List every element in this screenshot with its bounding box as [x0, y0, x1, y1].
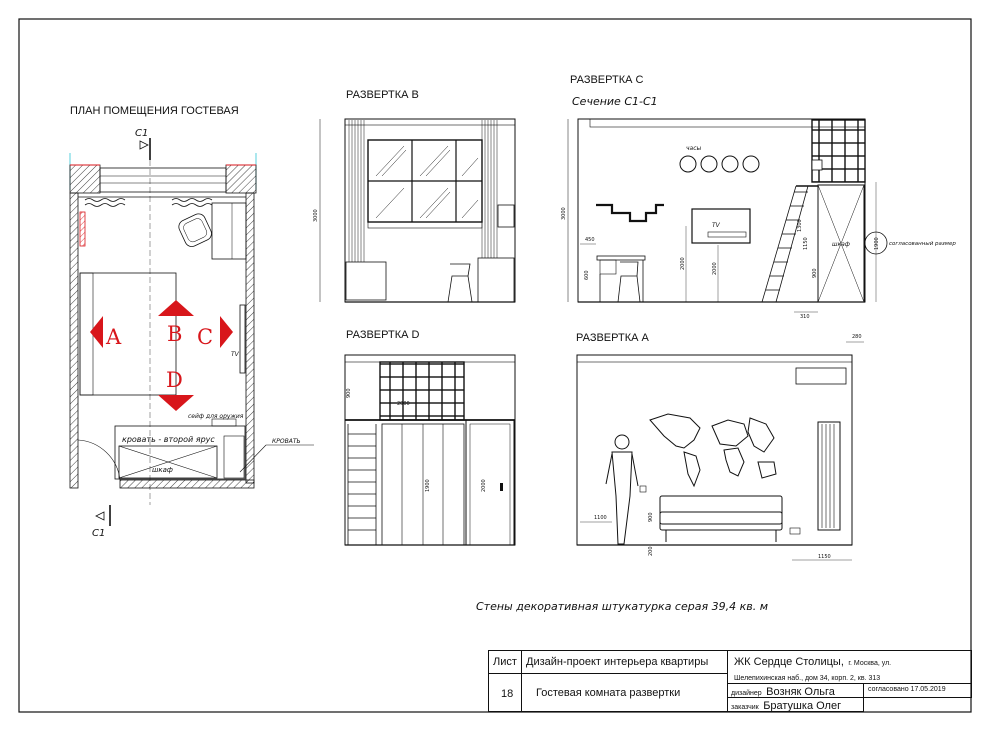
tv-plan — [240, 305, 245, 373]
wardrobe-label-c: шкаф — [832, 241, 850, 248]
client-cell — [727, 697, 864, 712]
red-wall-element — [80, 212, 85, 246]
approved-date: согласовано 17.05.2019 — [868, 686, 946, 693]
dim-d-2000b: 2000 — [481, 479, 487, 492]
armchair — [177, 212, 214, 249]
dim-a-280: 280 — [852, 334, 862, 340]
elevation-d — [345, 329, 515, 545]
wardrobe-label-plan: шкаф — [152, 466, 173, 474]
desk — [212, 203, 246, 259]
ac-unit — [796, 368, 846, 384]
dim-d-2000a: 2000 — [397, 401, 410, 407]
dim-c-310: 310 — [800, 314, 810, 320]
view-letter-d: D — [166, 368, 183, 392]
dim-a-900: 900 — [648, 512, 654, 522]
elevation-c-title: РАЗВЕРТКА C — [570, 74, 644, 86]
view-arrow-d — [158, 368, 194, 411]
view-arrow-c — [197, 316, 233, 349]
page-title: Гостевая комната развертки — [536, 687, 681, 699]
view-arrow-a — [90, 316, 122, 349]
armchair-b — [346, 262, 386, 300]
clock-3 — [722, 156, 738, 172]
page-title-cell — [521, 673, 728, 712]
title-block — [488, 650, 972, 712]
world-map-decor — [650, 414, 776, 486]
grid-shelving-c — [812, 120, 865, 182]
elevation-a-frame — [577, 355, 852, 545]
view-arrow-b — [158, 300, 194, 346]
sheet-header-cell — [488, 650, 522, 674]
window-pier-right — [226, 165, 256, 193]
dim-c-2000a: 1300 — [797, 219, 803, 232]
ladder-d — [348, 424, 376, 545]
door-swing — [78, 440, 120, 480]
wall-left — [70, 193, 78, 488]
tv-label-plan: TV — [231, 351, 239, 358]
dim-d-900: 900 — [346, 388, 352, 398]
ladder-c — [762, 186, 808, 302]
client-name: Братушка Олег — [763, 700, 842, 712]
desk-c — [597, 256, 645, 260]
dim-c-2000b: 1150 — [803, 237, 809, 250]
window-pier-left — [70, 165, 100, 193]
section-mark-top: C1 — [135, 128, 149, 139]
plan-title: ПЛАН ПОМЕЩЕНИЯ ГОСТЕВАЯ — [70, 105, 239, 117]
project-title: Дизайн-проект интерьера квартиры — [526, 656, 709, 668]
elevation-a — [576, 332, 864, 560]
elevation-c — [561, 74, 956, 320]
sheet-number-cell — [488, 673, 522, 712]
complex-cell — [727, 650, 972, 684]
wall-finish-note: Стены декоративная штукатурка серая 39,4 кв. м — [476, 600, 768, 613]
elevation-a-title: РАЗВЕРТКА A — [576, 332, 649, 344]
grid-shelving-d — [380, 362, 464, 420]
dim-a-200: 200 — [648, 546, 654, 556]
window — [100, 168, 226, 192]
radiator-left — [85, 199, 125, 202]
radiator-a — [818, 422, 840, 530]
designer-label: дизайнер — [731, 690, 762, 697]
elevation-d-title: РАЗВЕРТКА D — [346, 329, 420, 341]
designer-name: Возняк Ольга — [766, 686, 835, 698]
designer-cell — [727, 683, 864, 698]
chair-c — [618, 262, 640, 302]
wall-shelf-c — [596, 205, 664, 221]
sheet-header: Лист — [493, 656, 517, 668]
view-letter-a: A — [106, 325, 122, 349]
safe-label: сейф для оружия — [188, 413, 244, 420]
view-letter-b: B — [167, 322, 183, 346]
dim-c-450: 450 — [585, 237, 595, 243]
dim-c-1300: 2000 — [680, 257, 686, 270]
agreed-dim-note: согласованный размер — [889, 241, 956, 247]
tv-c — [692, 209, 750, 243]
elevation-b — [313, 89, 515, 302]
clock-1 — [680, 156, 696, 172]
sofa-a — [660, 496, 782, 542]
dim-c-1900: 1900 — [874, 237, 880, 250]
radiator-right — [172, 199, 212, 202]
approved-cell — [863, 683, 972, 698]
tv-label-c: TV — [712, 222, 720, 229]
dim-a-1100: 1100 — [594, 515, 607, 521]
section-mark-bottom: C1 — [92, 528, 106, 539]
elevation-b-dim: 3000 — [313, 209, 319, 222]
client-label: заказчик — [731, 704, 759, 711]
dim-a-1150: 1150 — [818, 554, 831, 560]
dim-d-1900: 1900 — [425, 479, 431, 492]
complex-name: ЖК Сердце Столицы, — [734, 656, 844, 668]
clock-4 — [743, 156, 759, 172]
bed-callout: КРОВАТЬ — [272, 438, 301, 445]
wall-right — [246, 193, 254, 483]
elevation-c-dim: 3000 — [561, 207, 567, 220]
dim-c-600: 600 — [584, 270, 590, 280]
address-line2: Шелепихинская наб., дом 34, корп. 2, кв. 313 — [734, 675, 881, 682]
dim-c-900: 900 — [812, 268, 818, 278]
bunk-bed-upper — [115, 426, 245, 479]
wall-bottom — [120, 480, 254, 488]
chair-b — [448, 264, 472, 302]
room-plan — [70, 105, 314, 539]
bunk-bed-label: кровать - второй ярус — [122, 435, 215, 444]
section-arrow-top — [140, 141, 148, 149]
elevation-c-subtitle: Сечение С1-С1 — [572, 95, 658, 108]
elevation-b-title: РАЗВЕРТКА B — [346, 89, 419, 101]
view-letter-c: C — [197, 325, 214, 349]
door-d — [466, 420, 514, 545]
project-title-cell — [521, 650, 728, 674]
address-line1: г. Москва, ул. — [848, 660, 892, 667]
desk-b — [478, 258, 514, 302]
clock-2 — [701, 156, 717, 172]
human-figure — [606, 435, 638, 544]
sheet-number: 18 — [501, 688, 514, 700]
dim-c-1150: 2000 — [712, 262, 718, 275]
clock-label: часы — [686, 145, 702, 152]
